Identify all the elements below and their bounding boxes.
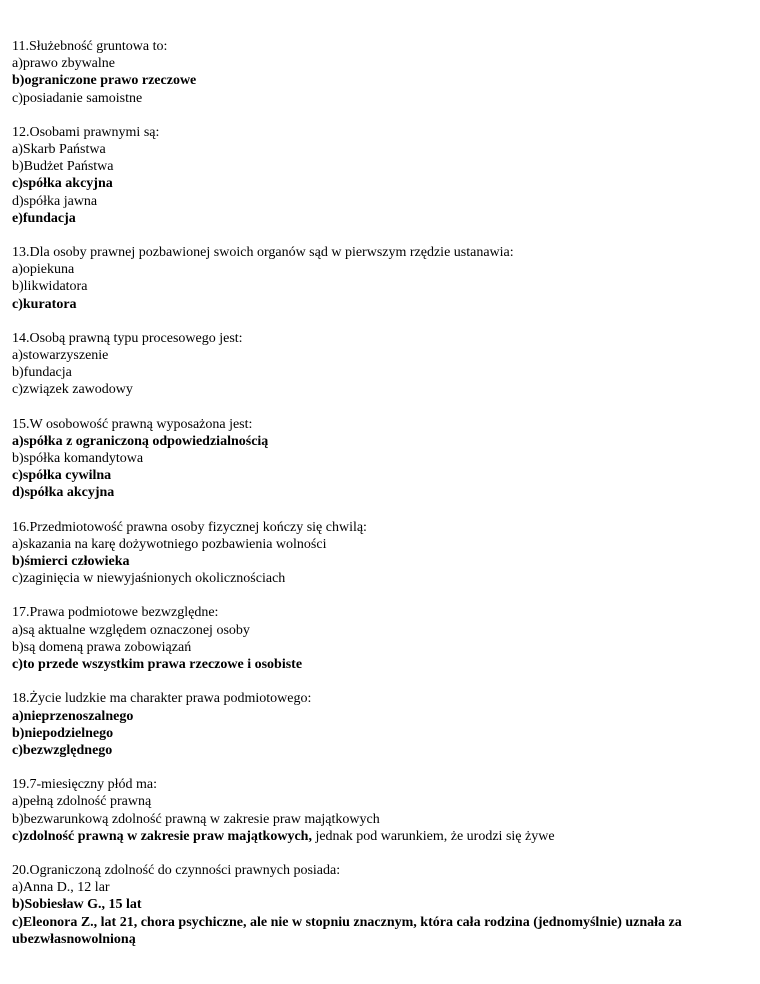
answer-option-correct — [12, 656, 752, 673]
answer-option-correct — [12, 725, 752, 742]
answer-text: c)bezwzględnego — [12, 742, 113, 758]
question-block — [12, 862, 752, 948]
answer-option — [12, 158, 752, 175]
answer-option-correct — [12, 484, 752, 501]
answer-text: a)stowarzyszenie — [12, 348, 109, 364]
answer-option — [12, 536, 752, 553]
answer-option — [12, 793, 752, 810]
answer-text: c)to przede wszystkim prawa rzeczowe i osobiste — [12, 657, 303, 673]
question-block — [12, 776, 752, 845]
answer-text: e)fundacja — [12, 210, 76, 226]
question-prompt: 14.Osobą prawną typu procesowego jest: — [12, 330, 243, 346]
question-prompt: 16.Przedmiotowość prawna osoby fizycznej kończy się chwilą: — [12, 519, 367, 535]
answer-option — [12, 381, 752, 398]
answer-text: b)bezwarunkową zdolność prawną w zakresie praw majątkowych — [12, 811, 380, 827]
answer-option-correct — [12, 828, 752, 845]
answer-option — [12, 364, 752, 381]
answer-text: c)zdolność prawną w zakresie praw majątkowych, — [12, 828, 312, 844]
answer-text: b)niepodzielnego — [12, 725, 114, 741]
question-block — [12, 124, 752, 227]
question-prompt: 13.Dla osoby prawnej pozbawionej swoich organów sąd w pierwszym rzędzie ustanawia: — [12, 245, 514, 261]
answer-option — [12, 278, 752, 295]
question-prompt: 18.Życie ludzkie ma charakter prawa podmiotowego: — [12, 691, 312, 707]
answer-text: a)skazania na karę dożywotniego pozbawienia wolności — [12, 536, 327, 552]
answer-option-correct — [12, 210, 752, 227]
answer-option-correct — [12, 433, 752, 450]
answer-text: a)Skarb Państwa — [12, 142, 106, 158]
question-block — [12, 519, 752, 588]
answer-option-correct — [12, 742, 752, 759]
question-prompt: 15.W osobowość prawną wyposażona jest: — [12, 416, 253, 432]
answer-text: a)spółka z ograniczoną odpowiedzialnością — [12, 433, 269, 449]
answer-option-correct — [12, 914, 752, 948]
answer-option-correct — [12, 72, 752, 89]
answer-option-correct — [12, 467, 752, 484]
question-prompt: 20.Ograniczoną zdolność do czynności prawnych posiada: — [12, 862, 341, 878]
answer-text: b)fundacja — [12, 365, 72, 381]
answer-text: b)spółka komandytowa — [12, 451, 144, 467]
question-block — [12, 330, 752, 399]
answer-text: a)nieprzenoszalnego — [12, 708, 134, 724]
answer-option-correct — [12, 708, 752, 725]
answer-option-correct — [12, 296, 752, 313]
question-prompt: 19.7-miesięczny płód ma: — [12, 777, 158, 793]
answer-text: b)są domeną prawa zobowiązań — [12, 639, 192, 655]
answer-text: b)likwidatora — [12, 279, 88, 295]
answer-text: c)posiadanie samoistne — [12, 90, 143, 106]
answer-text: a)Anna D., 12 lar — [12, 880, 110, 896]
answer-text: b)śmierci człowieka — [12, 554, 130, 570]
answer-option — [12, 347, 752, 364]
answer-suffix: jednak pod warunkiem, że urodzi się żywe — [311, 828, 555, 844]
answer-text: c)kuratora — [12, 296, 77, 312]
answer-text: b)Budżet Państwa — [12, 159, 114, 175]
question-prompt: 17.Prawa podmiotowe bezwzględne: — [12, 605, 219, 621]
answer-text: c)Eleonora Z., lat 21, chora psychiczne, ale nie w stopniu znacznym, która cała rodzina (jednomyślnie) uznała za ubezwłasnowolnioną — [12, 914, 682, 947]
answer-text: d)spółka akcyjna — [12, 485, 115, 501]
answer-option — [12, 570, 752, 587]
question-prompt: 12.Osobami prawnymi są: — [12, 124, 160, 140]
answer-text: c)związek zawodowy — [12, 382, 133, 398]
answer-text: d)spółka jawna — [12, 193, 98, 209]
question-block — [12, 38, 752, 107]
answer-option — [12, 193, 752, 210]
answer-option-correct — [12, 175, 752, 192]
answer-option-correct — [12, 896, 752, 913]
answer-text: a)pełną zdolność prawną — [12, 794, 152, 810]
answer-text: a)prawo zbywalne — [12, 56, 116, 72]
answer-text: c)spółka akcyjna — [12, 176, 113, 192]
answer-option — [12, 811, 752, 828]
answer-text: b)Sobiesław G., 15 lat — [12, 897, 142, 913]
answer-text: c)zaginięcia w niewyjaśnionych okolicznościach — [12, 571, 286, 587]
answer-option — [12, 622, 752, 639]
answer-option — [12, 639, 752, 656]
answer-option — [12, 55, 752, 72]
question-block — [12, 604, 752, 673]
answer-text: b)ograniczone prawo rzeczowe — [12, 73, 197, 89]
question-block — [12, 690, 752, 759]
question-prompt: 11.Służebność gruntowa to: — [12, 39, 168, 54]
answer-option — [12, 879, 752, 896]
answer-text: c)spółka cywilna — [12, 468, 112, 484]
answer-option — [12, 261, 752, 278]
answer-text: a)są aktualne względem oznaczonej osoby — [12, 622, 250, 638]
answer-option — [12, 450, 752, 467]
quiz-document — [12, 38, 752, 965]
question-block — [12, 416, 752, 502]
answer-text: a)opiekuna — [12, 262, 75, 278]
answer-option — [12, 90, 752, 107]
question-block — [12, 244, 752, 313]
answer-option-correct — [12, 553, 752, 570]
answer-option — [12, 141, 752, 158]
